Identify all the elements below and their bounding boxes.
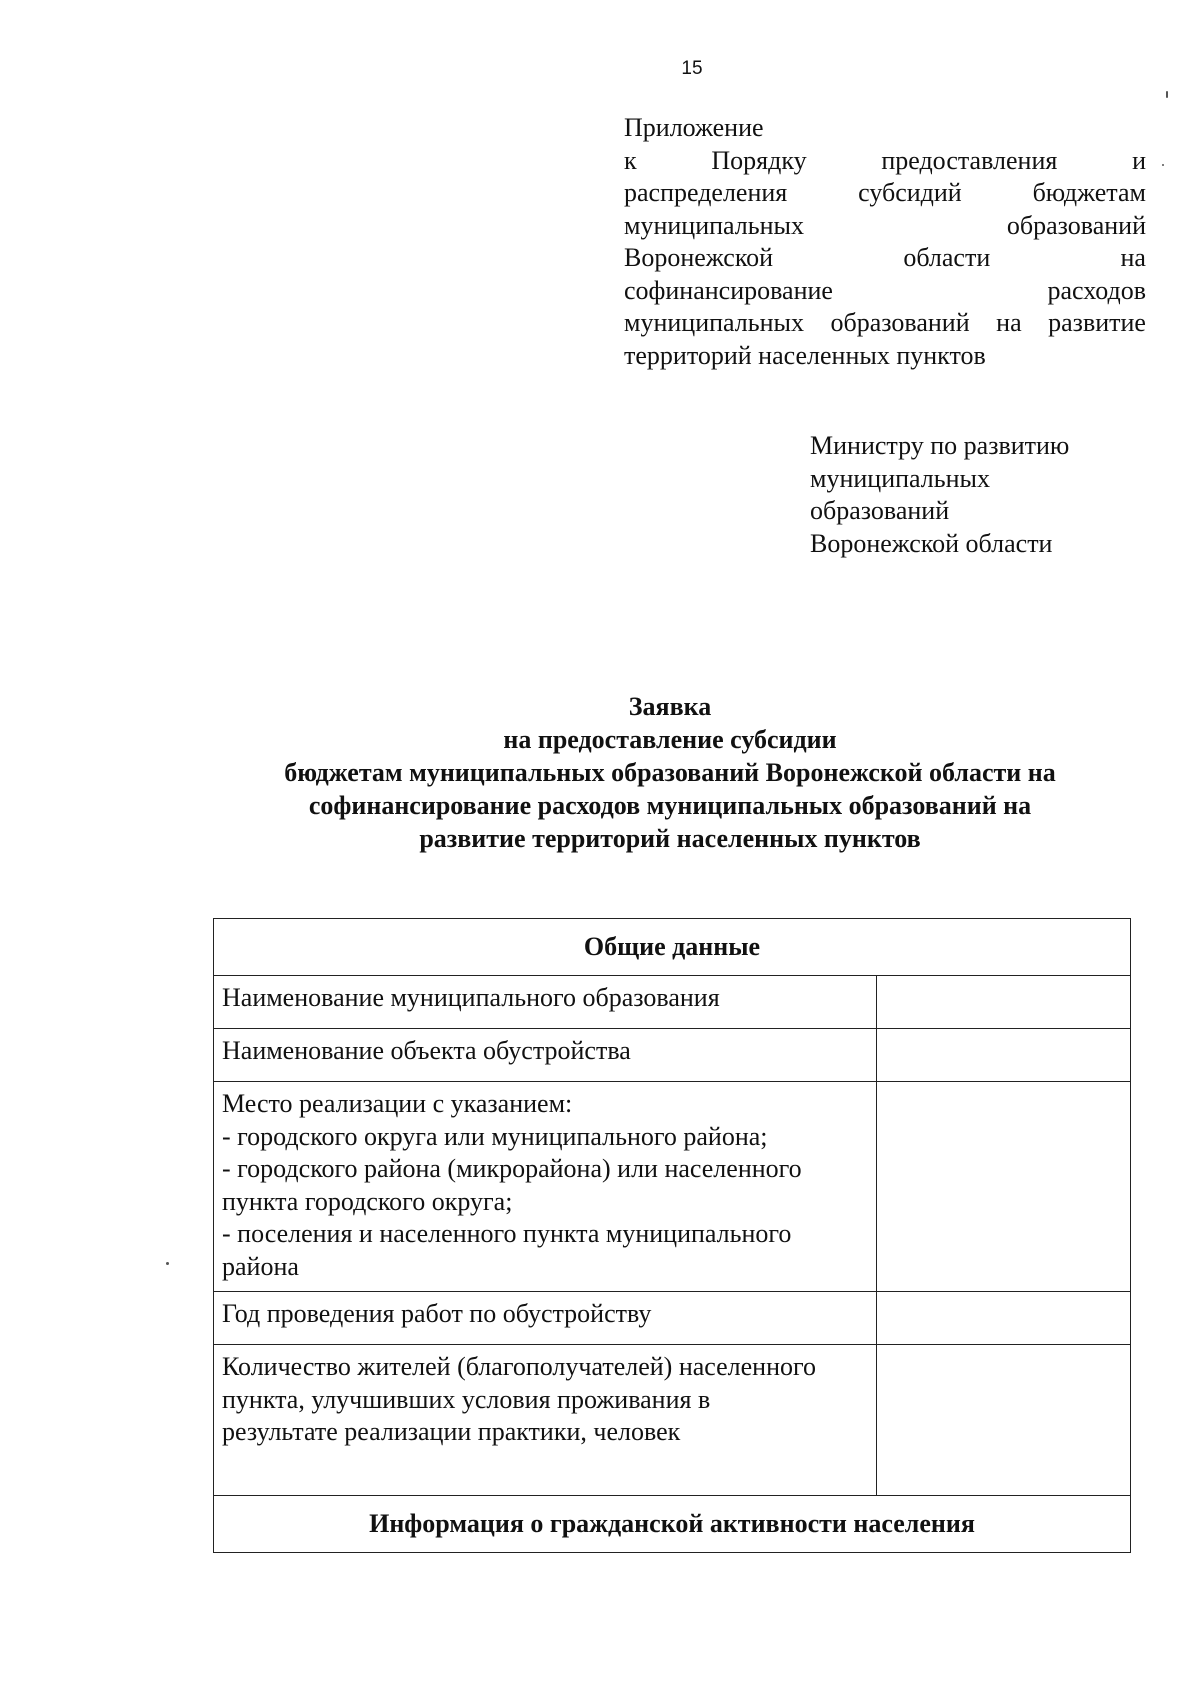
addressee-line: Воронежской области [810, 528, 1053, 558]
row-value-field[interactable] [877, 976, 1131, 1029]
appendix-word: Приложение [624, 113, 764, 142]
appendix-word: бюджетам [1032, 178, 1146, 207]
label-line: результате реализации практики, человек [222, 1417, 681, 1446]
row-label [214, 1292, 877, 1345]
appendix-line [624, 340, 1146, 373]
row-value-field[interactable] [877, 1345, 1131, 1496]
section-header-row [214, 1496, 1131, 1553]
addressee-line: образований [810, 496, 950, 525]
appendix-word: развитие [1048, 308, 1146, 337]
appendix-word: муниципальных [624, 308, 805, 337]
label-line: района [222, 1251, 299, 1281]
appendix-line [624, 145, 1146, 178]
addressee-line: муниципальных [810, 463, 991, 493]
label-line: Место реализации с указанием: [222, 1089, 573, 1118]
appendix-word: субсидий [858, 178, 962, 207]
label-line: - городского района (микрорайона) или населенного [222, 1154, 802, 1183]
title-line: развитие территорий населенных пунктов [419, 824, 921, 853]
appendix-word: на [996, 308, 1022, 337]
addressee-block [810, 430, 1170, 560]
scan-speck [166, 1262, 169, 1265]
title-line: на предоставление субсидии [503, 725, 837, 754]
label-line: - городского округа или муниципального района; [222, 1121, 768, 1151]
label-line: Наименование муниципального образования [222, 983, 720, 1012]
row-label [214, 1082, 877, 1292]
row-label [214, 1029, 877, 1082]
appendix-line [624, 177, 1146, 210]
appendix-block [624, 112, 1146, 372]
document-title [170, 690, 1170, 855]
general-data-header: Общие данные [214, 919, 1131, 976]
table-row [214, 1082, 1131, 1292]
title-line: бюджетам муниципальных образований Воронежской области на [284, 758, 1056, 787]
appendix-word: области [903, 243, 991, 272]
application-form-table [213, 918, 1131, 1553]
scan-speck [1166, 91, 1168, 98]
appendix-word: территорий населенных пунктов [624, 340, 986, 370]
row-label [214, 1345, 877, 1496]
title-line: софинансирование расходов муниципальных образований на [308, 791, 1032, 820]
appendix-word: Воронежской [624, 243, 774, 272]
civic-activity-header: Информация о гражданской активности населения [214, 1496, 1131, 1553]
appendix-word: образований [830, 308, 970, 337]
table-row [214, 976, 1131, 1029]
row-label [214, 976, 877, 1029]
section-header-row [214, 919, 1131, 976]
addressee-line: Министру по развитию [810, 431, 1070, 460]
appendix-word: Порядку [711, 145, 807, 175]
table-row [214, 1292, 1131, 1345]
appendix-line [624, 275, 1146, 308]
appendix-word: муниципальных [624, 210, 805, 240]
title-line: Заявка [628, 692, 712, 721]
appendix-word: предоставления [881, 145, 1058, 175]
row-value-field[interactable] [877, 1082, 1131, 1292]
appendix-line [624, 112, 1146, 145]
row-value-field[interactable] [877, 1292, 1131, 1345]
appendix-word: к [624, 145, 637, 175]
appendix-line [624, 307, 1146, 340]
appendix-word: образований [1006, 210, 1146, 240]
appendix-word: и [1132, 145, 1146, 175]
scan-speck [1162, 164, 1164, 166]
label-line: - поселения и населенного пункта муниципального [222, 1219, 792, 1248]
table-row [214, 1345, 1131, 1496]
label-line: Год проведения работ по обустройству [222, 1299, 652, 1328]
appendix-word: на [1120, 243, 1146, 272]
label-line: пункта городского округа; [222, 1186, 513, 1216]
row-value-field[interactable] [877, 1029, 1131, 1082]
label-line: Количество жителей (благополучателей) населенного [222, 1352, 817, 1381]
appendix-line [624, 242, 1146, 275]
appendix-word: распределения [624, 178, 788, 207]
table-row [214, 1029, 1131, 1082]
label-line: Наименование объекта обустройства [222, 1036, 631, 1065]
appendix-word: расходов [1047, 275, 1146, 305]
appendix-word: софинансирование [624, 275, 833, 305]
appendix-line [624, 210, 1146, 243]
page-number: 15 [681, 58, 703, 79]
label-line: пункта, улучшивших условия проживания в [222, 1384, 711, 1414]
